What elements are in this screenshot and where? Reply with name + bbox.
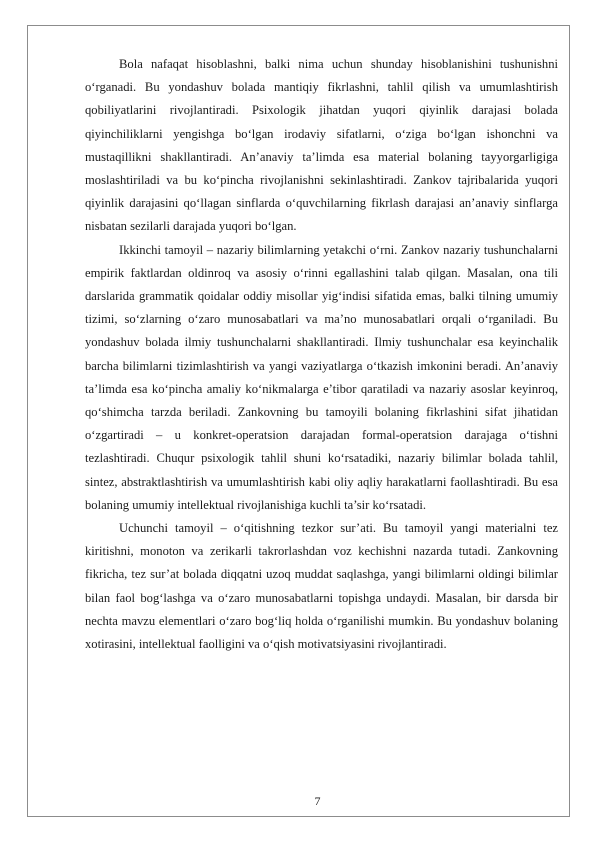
page-number: 7 <box>314 794 321 808</box>
paragraph-2: Ikkinchi tamoyil – nazariy bilimlarning yetakchi o‘rni. Zankov nazariy tushunchalarni empirik faktlardan oldinroq va asosiy o‘rinni egallashini talab qilgan. Masalan, ona tili darslarida grammatik qoidalar oddiy misollar yig‘indisi sifatida emas, balki tilning umumiy tizimi, so‘zlarning o‘zaro munosabatlari va ma’no munosabatlari orqali o‘rganiladi. Bu yondashuv bolada ilmiy tushunchalarni shakllantiradi. Ilmiy tushunchalar esa keyinchalik barcha bilimlarni tizimlashtirish va yangi vaziyatlarga o‘tkazish imkonini beradi. An’anaviy ta’limda esa ko‘pincha amaliy ko‘nikmalarga e’tibor qaratiladi va nazariy asoslar keyinroq, qo‘shimcha tarzda beriladi. Zankovning bu tamoyili bolaning fikrlashini sifat jihatidan o‘zgartiradi – u konkret-operatsion darajadan formal-operatsion darajaga o‘tishni tezlashtiradi. Chuqur psixologik tahlil shuni ko‘rsatadiki, nazariy bilimlar bolada tahlil, sintez, abstraktlashtirish va umumlashtirish kabi oliy aqliy harakatlarni faollashtiradi. Bu esa bolaning umumiy intellektual rivojlanishiga kuchli ta’sir ko‘rsatadi. <box>85 242 558 512</box>
paragraph-1: Bola nafaqat hisoblashni, balki nima uchun shunday hisoblanishini tushunishni o‘rganadi. Bu yondashuv bolada mantiqiy fikrlashni, tahlil qilish va umumlashtirish qobiliyatlarini rivojlantiradi. Psixologik jihatdan yuqori qiyinlik darajasi bolada qiyinchiliklarni yengishga bo‘lgan irodaviy sifatlarni, o‘ziga bo‘lgan ishonchni va mustaqillikni shakllantiradi. An’anaviy ta’limda esa material bolaning tayyorgarligiga moslashtiriladi va bu ko‘pincha rivojlanishni sekinlashtiradi. Zankov tajribalarida yuqori qiyinlik darajasini qo‘llagan sinflarda o‘quvchilarning fikrlash darajasi an’anaviy sinflarga nisbatan sezilarli darajada yuqori bo‘lgan. <box>85 57 558 234</box>
paragraph-3: Uchunchi tamoyil – o‘qitishning tezkor sur’ati. Bu tamoyil yangi materialni tez kiritishni, monoton va zerikarli takrorlashdan voz kechishni nazarda tutadi. Zankovning fikricha, tez sur’at bolada diqqatni uzoq muddat saqlashga, yangi bilimlarni oldingi bilimlar bilan faol bog‘lashga va o‘zaro munosabatlarni topishga undaydi. Masalan, bir darsda bir nechta mavzu elementlari o‘zaro bog‘liq holda o‘rganilishi mumkin. Bu yondashuv bolaning xotirasini, intellektual faolligini va o‘qish motivatsiyasini rivojlantiradi. <box>85 521 558 652</box>
document-body <box>85 53 558 656</box>
